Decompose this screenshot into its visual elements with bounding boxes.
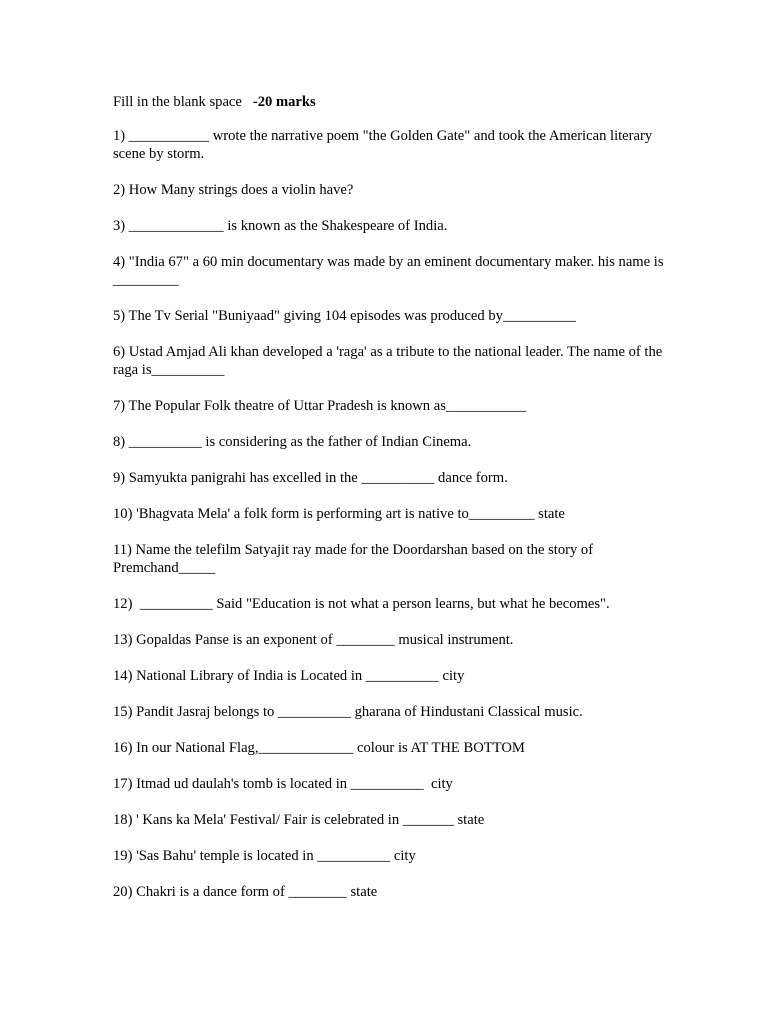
marks-label: -20 marks — [252, 94, 316, 110]
question-17: 17) Itmad ud daulah's tomb is located in __________ city — [113, 776, 453, 792]
question-13: 13) Gopaldas Panse is an exponent of ________ musical instrument. — [113, 632, 514, 648]
worksheet — [113, 93, 673, 919]
question-14: 14) National Library of India is Located in __________ city — [113, 668, 465, 684]
question-2: 2) How Many strings does a violin have? — [113, 182, 354, 198]
question-1: 1) ___________ wrote the narrative poem "the Golden Gate" and took the American literary scene by storm. — [113, 128, 656, 162]
question-4: 4) "India 67" a 60 min documentary was made by an eminent documentary maker. his name is _________ — [113, 254, 668, 288]
question-20: 20) Chakri is a dance form of ________ state — [113, 884, 378, 900]
question-3: 3) _____________ is known as the Shakespeare of India. — [113, 218, 448, 234]
question-11: 11) Name the telefilm Satyajit ray made for the Doordarshan based on the story of Premchand_____ — [113, 542, 597, 576]
question-8: 8) __________ is considering as the father of Indian Cinema. — [113, 434, 472, 450]
question-10: 10) 'Bhagvata Mela' a folk form is performing art is native to_________ state — [113, 506, 565, 522]
question-15: 15) Pandit Jasraj belongs to __________ gharana of Hindustani Classical music. — [113, 704, 583, 720]
question-9: 9) Samyukta panigrahi has excelled in the __________ dance form. — [113, 470, 508, 486]
question-7: 7) The Popular Folk theatre of Uttar Pradesh is known as___________ — [113, 398, 527, 414]
worksheet-title — [113, 93, 673, 111]
question-6: 6) Ustad Amjad Ali khan developed a 'raga' as a tribute to the national leader. The name of the raga is__________ — [113, 344, 666, 378]
question-19: 19) 'Sas Bahu' temple is located in __________ city — [113, 848, 416, 864]
question-5: 5) The Tv Serial "Buniyaad" giving 104 episodes was produced by__________ — [113, 308, 576, 324]
question-18: 18) ' Kans ka Mela' Festival/ Fair is celebrated in _______ state — [113, 812, 485, 828]
question-12: 12) __________ Said "Education is not what a person learns, but what he becomes". — [113, 596, 610, 612]
title-text: Fill in the blank space — [113, 94, 253, 110]
question-16: 16) In our National Flag,_____________ colour is AT THE BOTTOM — [113, 740, 525, 756]
